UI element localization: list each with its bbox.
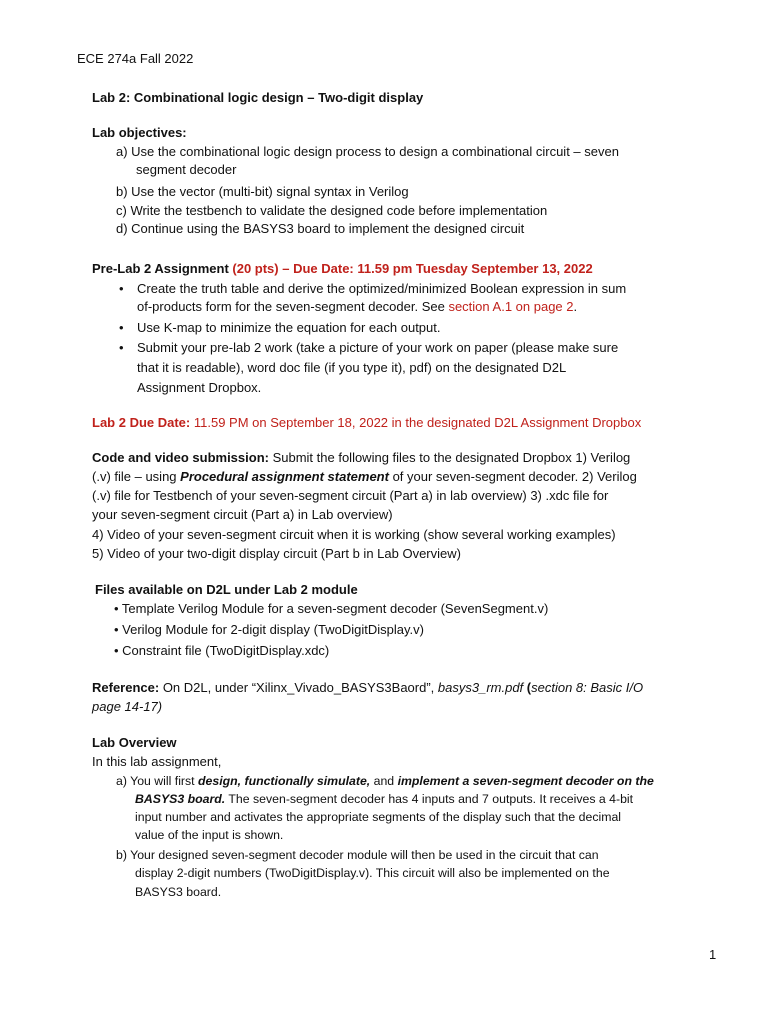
prelab-heading xyxy=(92,260,593,278)
overview-a-line3: input number and activates the appropriate segments of the display such that the decimal xyxy=(135,810,622,824)
submission-line5: 4) Video of your seven-segment circuit when it is working (show several working examples) xyxy=(92,527,616,542)
prelab-label: Pre-Lab 2 Assignment xyxy=(92,261,233,276)
lab-due-text: 11.59 PM on September 18, 2022 in the designated D2L Assignment Dropbox xyxy=(190,415,642,430)
reference-line1 xyxy=(92,679,643,697)
overview-a-line2 xyxy=(135,790,633,808)
overview-a-text1: a) You will first xyxy=(116,774,199,788)
submission-line6: 5) Video of your two-digit display circuit (Part b in Lab Overview) xyxy=(92,546,461,561)
prelab-due-date: (20 pts) – Due Date: 11.59 pm Tuesday September 13, 2022 xyxy=(232,261,593,276)
file-item-constraint: • Constraint file (TwoDigitDisplay.xdc) xyxy=(114,643,330,658)
objective-d: d) Continue using the BASYS3 board to implement the designed circuit xyxy=(116,221,525,236)
objective-a-line2: segment decoder xyxy=(136,162,237,177)
reference-paren: ( xyxy=(523,680,532,695)
overview-b-line2: display 2-digit numbers (TwoDigitDisplay.v). This circuit will also be implemented on the xyxy=(135,866,610,880)
overview-a-emphasis2: implement a seven-segment decoder on the xyxy=(397,774,654,788)
bullet-icon: • xyxy=(119,340,124,355)
overview-a-line4: value of the input is shown. xyxy=(135,828,284,842)
prelab-bullet1-line1: Create the truth table and derive the optimized/minimized Boolean expression in sum xyxy=(137,281,627,296)
files-heading: Files available on D2L under Lab 2 module xyxy=(95,582,358,597)
overview-heading: Lab Overview xyxy=(92,735,177,750)
submission-label: Code and video submission: xyxy=(92,450,269,465)
prelab-bullet1-end: . xyxy=(573,299,578,314)
overview-b-line1: b) Your designed seven-segment decoder module will then be used in the circuit that can xyxy=(116,848,599,862)
overview-a-board: BASYS3 board. xyxy=(135,792,226,806)
reference-label: Reference: xyxy=(92,680,160,695)
submission-line2 xyxy=(92,468,637,486)
lab-due-line xyxy=(92,414,641,432)
page-number: 1 xyxy=(709,947,717,962)
overview-intro: In this lab assignment, xyxy=(92,754,222,769)
reference-section: section 8: Basic I/O xyxy=(531,680,644,695)
submission-line1 xyxy=(92,449,630,467)
bullet-icon: • xyxy=(119,281,124,296)
submission-text1: Submit the following files to the designated Dropbox 1) Verilog xyxy=(268,450,631,465)
objective-b: b) Use the vector (multi-bit) signal syntax in Verilog xyxy=(116,184,409,199)
lab-title: Lab 2: Combinational logic design – Two-digit display xyxy=(92,90,424,105)
overview-a-emphasis1: design, functionally simulate, xyxy=(198,774,371,788)
overview-a-and: and xyxy=(370,774,398,788)
bullet-icon: • xyxy=(119,320,124,335)
procedural-assignment-emphasis: Procedural assignment statement xyxy=(180,469,389,484)
overview-b-line3: BASYS3 board. xyxy=(135,885,222,899)
prelab-bullet3-line3: Assignment Dropbox. xyxy=(137,380,262,395)
section-a1-link[interactable]: section A.1 on page 2 xyxy=(448,299,574,314)
reference-line2: page 14-17) xyxy=(92,699,163,714)
reference-text: On D2L, under “Xilinx_Vivado_BASYS3Baord”, xyxy=(159,680,438,695)
objectives-heading: Lab objectives: xyxy=(92,125,187,140)
overview-a-line1 xyxy=(116,772,654,790)
submission-line3: (.v) file for Testbench of your seven-segment circuit (Part a) in lab overview) 3) .xdc file for xyxy=(92,488,609,503)
objective-c: c) Write the testbench to validate the designed code before implementation xyxy=(116,203,548,218)
overview-a-text2: The seven-segment decoder has 4 inputs and 7 outputs. It receives a 4-bit xyxy=(225,792,634,806)
submission-line4: your seven-segment circuit (Part a) in Lab overview) xyxy=(92,507,393,522)
prelab-bullet1-line2 xyxy=(137,298,577,316)
reference-file: basys3_rm.pdf xyxy=(437,680,524,695)
lab-due-label: Lab 2 Due Date: xyxy=(92,415,191,430)
objective-a-line1: a) Use the combinational logic design process to design a combinational circuit – seven xyxy=(116,144,619,159)
submission-text2b: of your seven-segment decoder. 2) Verilog xyxy=(388,469,637,484)
file-item-twodigit: • Verilog Module for 2-digit display (TwoDigitDisplay.v) xyxy=(114,622,424,637)
prelab-bullet3-line1: Submit your pre-lab 2 work (take a picture of your work on paper (please make sure xyxy=(137,340,619,355)
course-header: ECE 274a Fall 2022 xyxy=(77,51,194,66)
prelab-bullet2: Use K-map to minimize the equation for each output. xyxy=(137,320,441,335)
prelab-bullet1-text: of-products form for the seven-segment decoder. See xyxy=(137,299,449,314)
file-item-sevensegment: • Template Verilog Module for a seven-segment decoder (SevenSegment.v) xyxy=(114,601,549,616)
submission-text2a: (.v) file – using xyxy=(92,469,181,484)
prelab-bullet3-line2: that it is readable), word doc file (if you type it), pdf) on the designated D2L xyxy=(137,360,567,375)
